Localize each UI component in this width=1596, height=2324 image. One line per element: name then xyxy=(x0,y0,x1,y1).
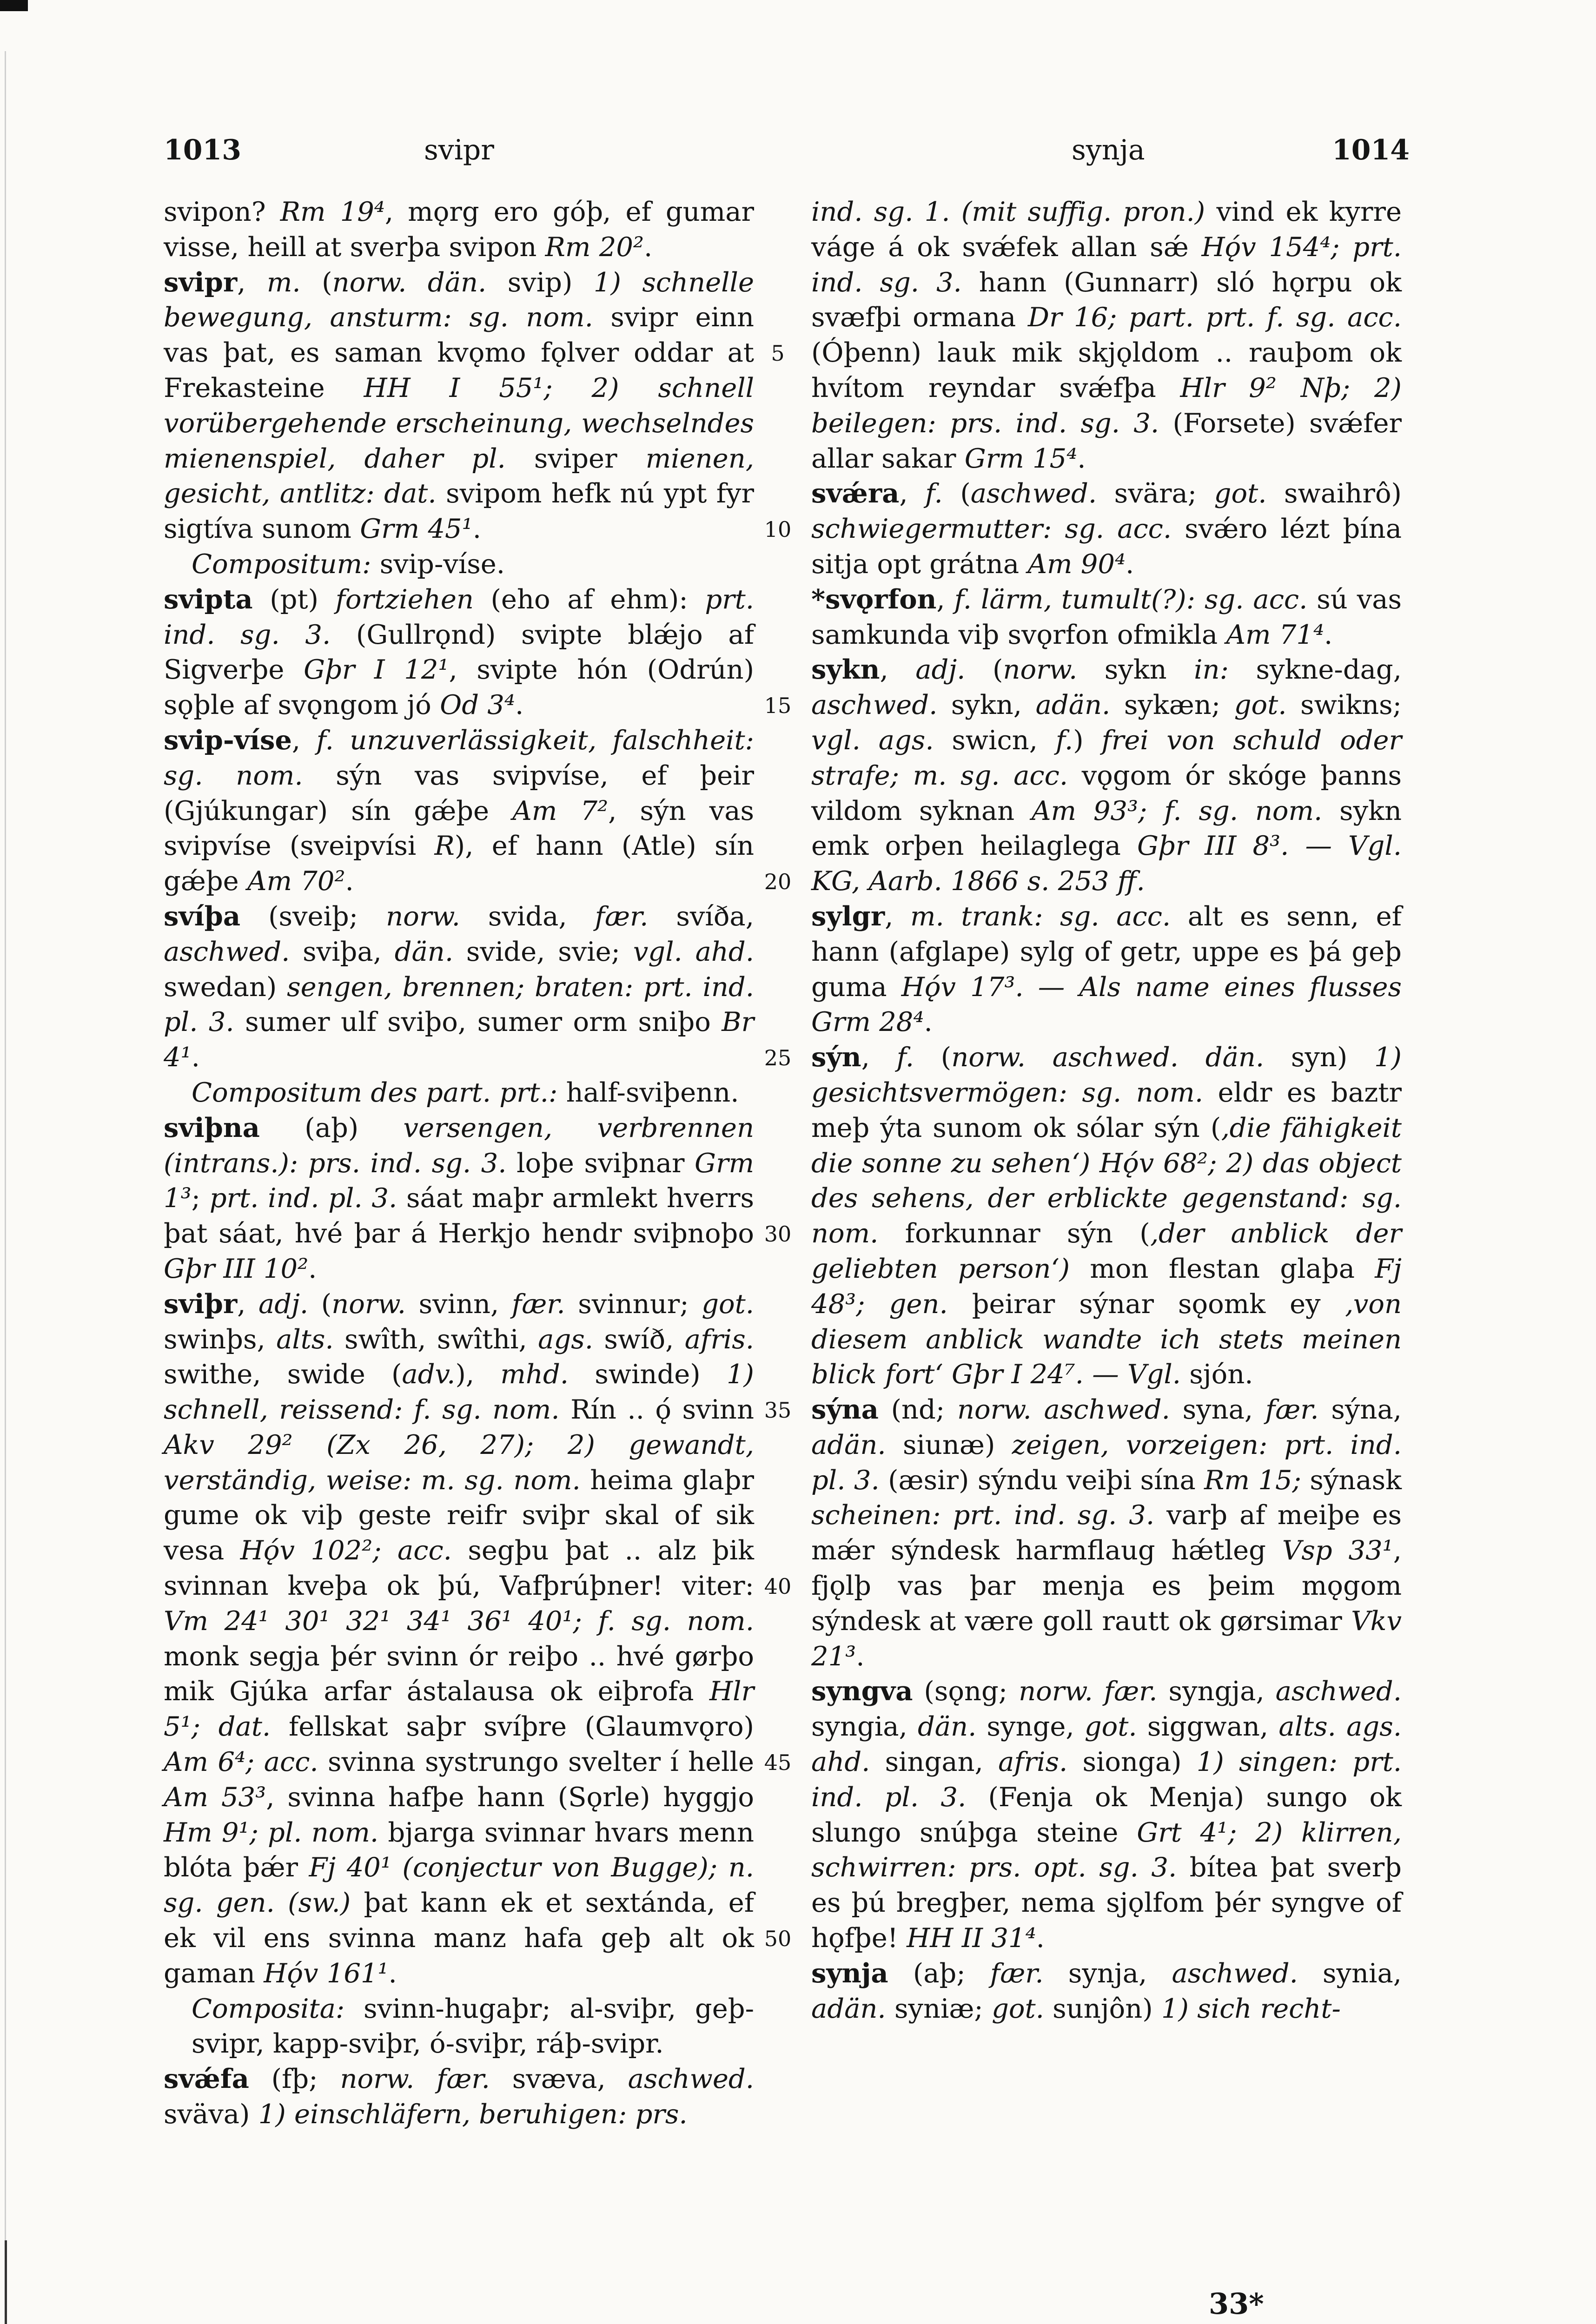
line-number: 25 xyxy=(764,1045,792,1071)
right-column xyxy=(811,194,1402,2026)
signature-mark: 33* xyxy=(1209,2287,1264,2321)
left-column xyxy=(164,194,754,2132)
line-number: 15 xyxy=(764,693,792,719)
right-entry: synja (aþ; fær. synja, aschwed. synia, adän. syniæ; got. sunjôn) 1) sich recht- xyxy=(811,1957,1402,2024)
scan-edge-line xyxy=(5,51,6,2324)
left-page-number: 1013 xyxy=(164,134,241,166)
left-entry: svipon? Rm 19⁴, mǫrg ero góþ, ef gumar visse, heill at sverþa svipon Rm 20². xyxy=(164,196,754,263)
line-number: 35 xyxy=(764,1398,792,1423)
right-page-number: 1014 xyxy=(1332,134,1410,166)
left-entry: Composita: svinn-hugaþr; al-sviþr, geþ-svipr, kapp-sviþr, ó-sviþr, ráþ-svipr. xyxy=(192,1993,754,2060)
line-number: 5 xyxy=(771,341,785,366)
right-entry: sýna (nd; norw. aschwed. syna, fær. sýna, adän. siunæ) zeigen, vorzeigen: prt. ind. pl. 3. (æsir) sýndu veiþi sína Rm 15; sýnask scheinen: prt. ind. sg. 3. varþ af meiþe es mǽr sýndesk harmflaug hǽtleg Vsp 33¹, fjǫlþ vas þar menja es þeim mǫgom sýndesk at være goll rautt ok gørsimar Vkv 21³. xyxy=(811,1393,1402,1672)
right-entry: syngva (sǫng; norw. fær. syngja, aschwed. syngia, dän. synge, got. siggwan, alts. ags. ahd. singan, afris. sionga) 1) singen: prt. ind. pl. 3. (Fenja ok Menja) sungo ok slungo snúþga steine Grt 4¹; 2) klirren, schwirren: prs. opt. sg. 3. bítea þat sverþ es þú bregþer, nema sjǫlfom þér syngve of hǫfþe! HH II 31⁴. xyxy=(811,1675,1402,1954)
left-running-head: svipr xyxy=(424,134,494,166)
left-entry: svipr, m. (norw. dän. svip) 1) schnelle bewegung, ansturm: sg. nom. svipr einn vas þat, es saman kvǫmo fǫlver oddar at Frekasteine HH I 55¹; 2) schnell vorübergehende erscheinung, wechselndes mienenspiel, daher pl. sviper mienen, gesicht, antlitz: dat. svipom hefk nú ypt fyr sigtíva sunom Grm 45¹. xyxy=(164,266,755,545)
left-entry: svíþa (sveiþ; norw. svida, fær. svíða, aschwed. sviþa, dän. svide, svie; vgl. ahd. swedan) sengen, brennen; braten: prt. ind. pl. 3. sumer ulf sviþo, sumer orm sniþo Br 4¹. xyxy=(164,900,754,1073)
left-entry: svipta (pt) fortziehen (eho af ehm): prt. ind. sg. 3. (Gullrǫnd) svipte blǽjo af Sigverþe Gþr I 12¹, svipte hón (Odrún) sǫþle af svǫngom jó Od 3⁴. xyxy=(164,583,755,721)
left-entry: Compositum: svip-víse. xyxy=(192,548,505,580)
left-entry: svip-víse, f. unzuverlässigkeit, falschheit: sg. nom. sýn vas svipvíse, ef þeir (Gjúkungar) sín gǽþe Am 7², sýn vas svipvíse (sveipvísi R), ef hann (Atle) sín gǽþe Am 70². xyxy=(164,724,754,897)
right-entry: *svǫrfon, f. lärm, tumult(?): sg. acc. sú vas samkunda viþ svǫrfon ofmikla Am 71⁴. xyxy=(811,583,1402,650)
right-entry: svǽra, f. (aschwed. svära; got. swaihrô) schwiegermutter: sg. acc. svǽro lézt þína sitja opt grátna Am 90⁴. xyxy=(811,477,1402,580)
scan-edge-line-dark xyxy=(5,2240,7,2324)
left-entry: sviþr, adj. (norw. svinn, fær. svinnur; got. swinþs, alts. swîth, swîthi, ags. swíð, afris. swithe, swide (adv.), mhd. swinde) 1) schnell, reissend: f. sg. nom. Rín .. ǫ́ svinn Akv 29² (Zx 26, 27); 2) gewandt, verständig, weise: m. sg. nom. heima glaþr gume ok viþ geste reifr sviþr skal of sik vesa Hǫ́v 102²; acc. segþu þat .. alz þik svinnan kveþa ok þú, Vafþrúþner! viter: Vm 24¹ 30¹ 32¹ 34¹ 36¹ 40¹; f. sg. nom. monk segja þér svinn ór reiþo .. hvé gørþo mik Gjúka arfar ástalausa ok eiþrofa Hlr 5¹; dat. fellskat saþr svíþre (Glaumvǫro) Am 6⁴; acc. svinna systrungo svelter í helle Am 53³, svinna hafþe hann (Sǫrle) hyggjo Hm 9¹; pl. nom. bjarga svinnar hvars menn blóta þǽr Fj 40¹ (conjectur von Bugge); n. sg. gen. (sw.) þat kann ek et sextánda, ef ek vil ens svinna manz hafa geþ alt ok gaman Hǫ́v 161¹. xyxy=(164,1287,755,1989)
line-number: 50 xyxy=(764,1926,792,1952)
scan-corner-mark xyxy=(0,0,28,11)
line-number: 30 xyxy=(764,1221,792,1247)
left-entry: svǽfa (fþ; norw. fær. svæva, aschwed. sväva) 1) einschläfern, beruhigen: prs. xyxy=(164,2063,755,2130)
right-entry: sykn, adj. (norw. sykn in: sykne-dag, aschwed. sykn, adän. sykæn; got. swikns; vgl. ags. swicn, f.) frei von schuld oder strafe; m. sg. acc. vǫgom ór skóge þanns vildom syknan Am 93³; f. sg. nom. sykn emk orþen heilaglega Gþr III 8³. — Vgl. KG, Aarb. 1866 s. 253 ff. xyxy=(811,654,1402,897)
left-entry: sviþna (aþ) versengen, verbrennen (intrans.): prs. ind. sg. 3. loþe sviþnar Grm 1³; prt. ind. pl. 3. sáat maþr armlekt hverrs þat sáat, hvé þar á Herkjo hendr sviþnoþo Gþr III 10². xyxy=(164,1111,755,1284)
line-number: 40 xyxy=(764,1574,792,1599)
left-entry: Compositum des part. prt.: half-sviþenn. xyxy=(192,1076,739,1108)
right-entry: ind. sg. 1. (mit suffig. pron.) vind ek kyrre váge á ok svǽfek allan sǽ Hǫ́v 154⁴; prt. ind. sg. 3. hann (Gunnarr) sló hǫrpu ok svæfþi ormana Dr 16; part. prt. f. sg. acc. (Óþenn) lauk mik skjǫldom .. rauþom ok hvítom reyndar svǽfþa Hlr 9² Nþ; 2) beilegen: prs. ind. sg. 3. (Forsete) svǽfer allar sakar Grm 15⁴. xyxy=(811,196,1402,474)
line-number: 45 xyxy=(764,1750,792,1776)
line-number: 20 xyxy=(764,869,792,895)
right-running-head: synja xyxy=(1072,134,1145,166)
right-entry: sýn, f. (norw. aschwed. dän. syn) 1) gesichtsvermögen: sg. nom. eldr es baztr meþ ýta sunom ok sólar sýn (‚die fähigkeit die sonne zu sehen‘) Hǫ́v 68²; 2) das object des sehens, der erblickte gegenstand: sg. nom. forkunnar sýn (‚der anblick der geliebten person‘) mon flestan glaþa Fj 48³; gen. þeirar sýnar sǫomk ey ‚von diesem anblick wandte ich stets meinen blick fort‘ Gþr I 24⁷. — Vgl. sjón. xyxy=(811,1041,1402,1390)
line-number: 10 xyxy=(764,517,792,542)
right-entry: sylgr, m. trank: sg. acc. alt es senn, ef hann (afglape) sylg of getr, uppe es þá geþ guma Hǫ́v 17³. — Als name eines flusses Grm 28⁴. xyxy=(811,900,1402,1038)
